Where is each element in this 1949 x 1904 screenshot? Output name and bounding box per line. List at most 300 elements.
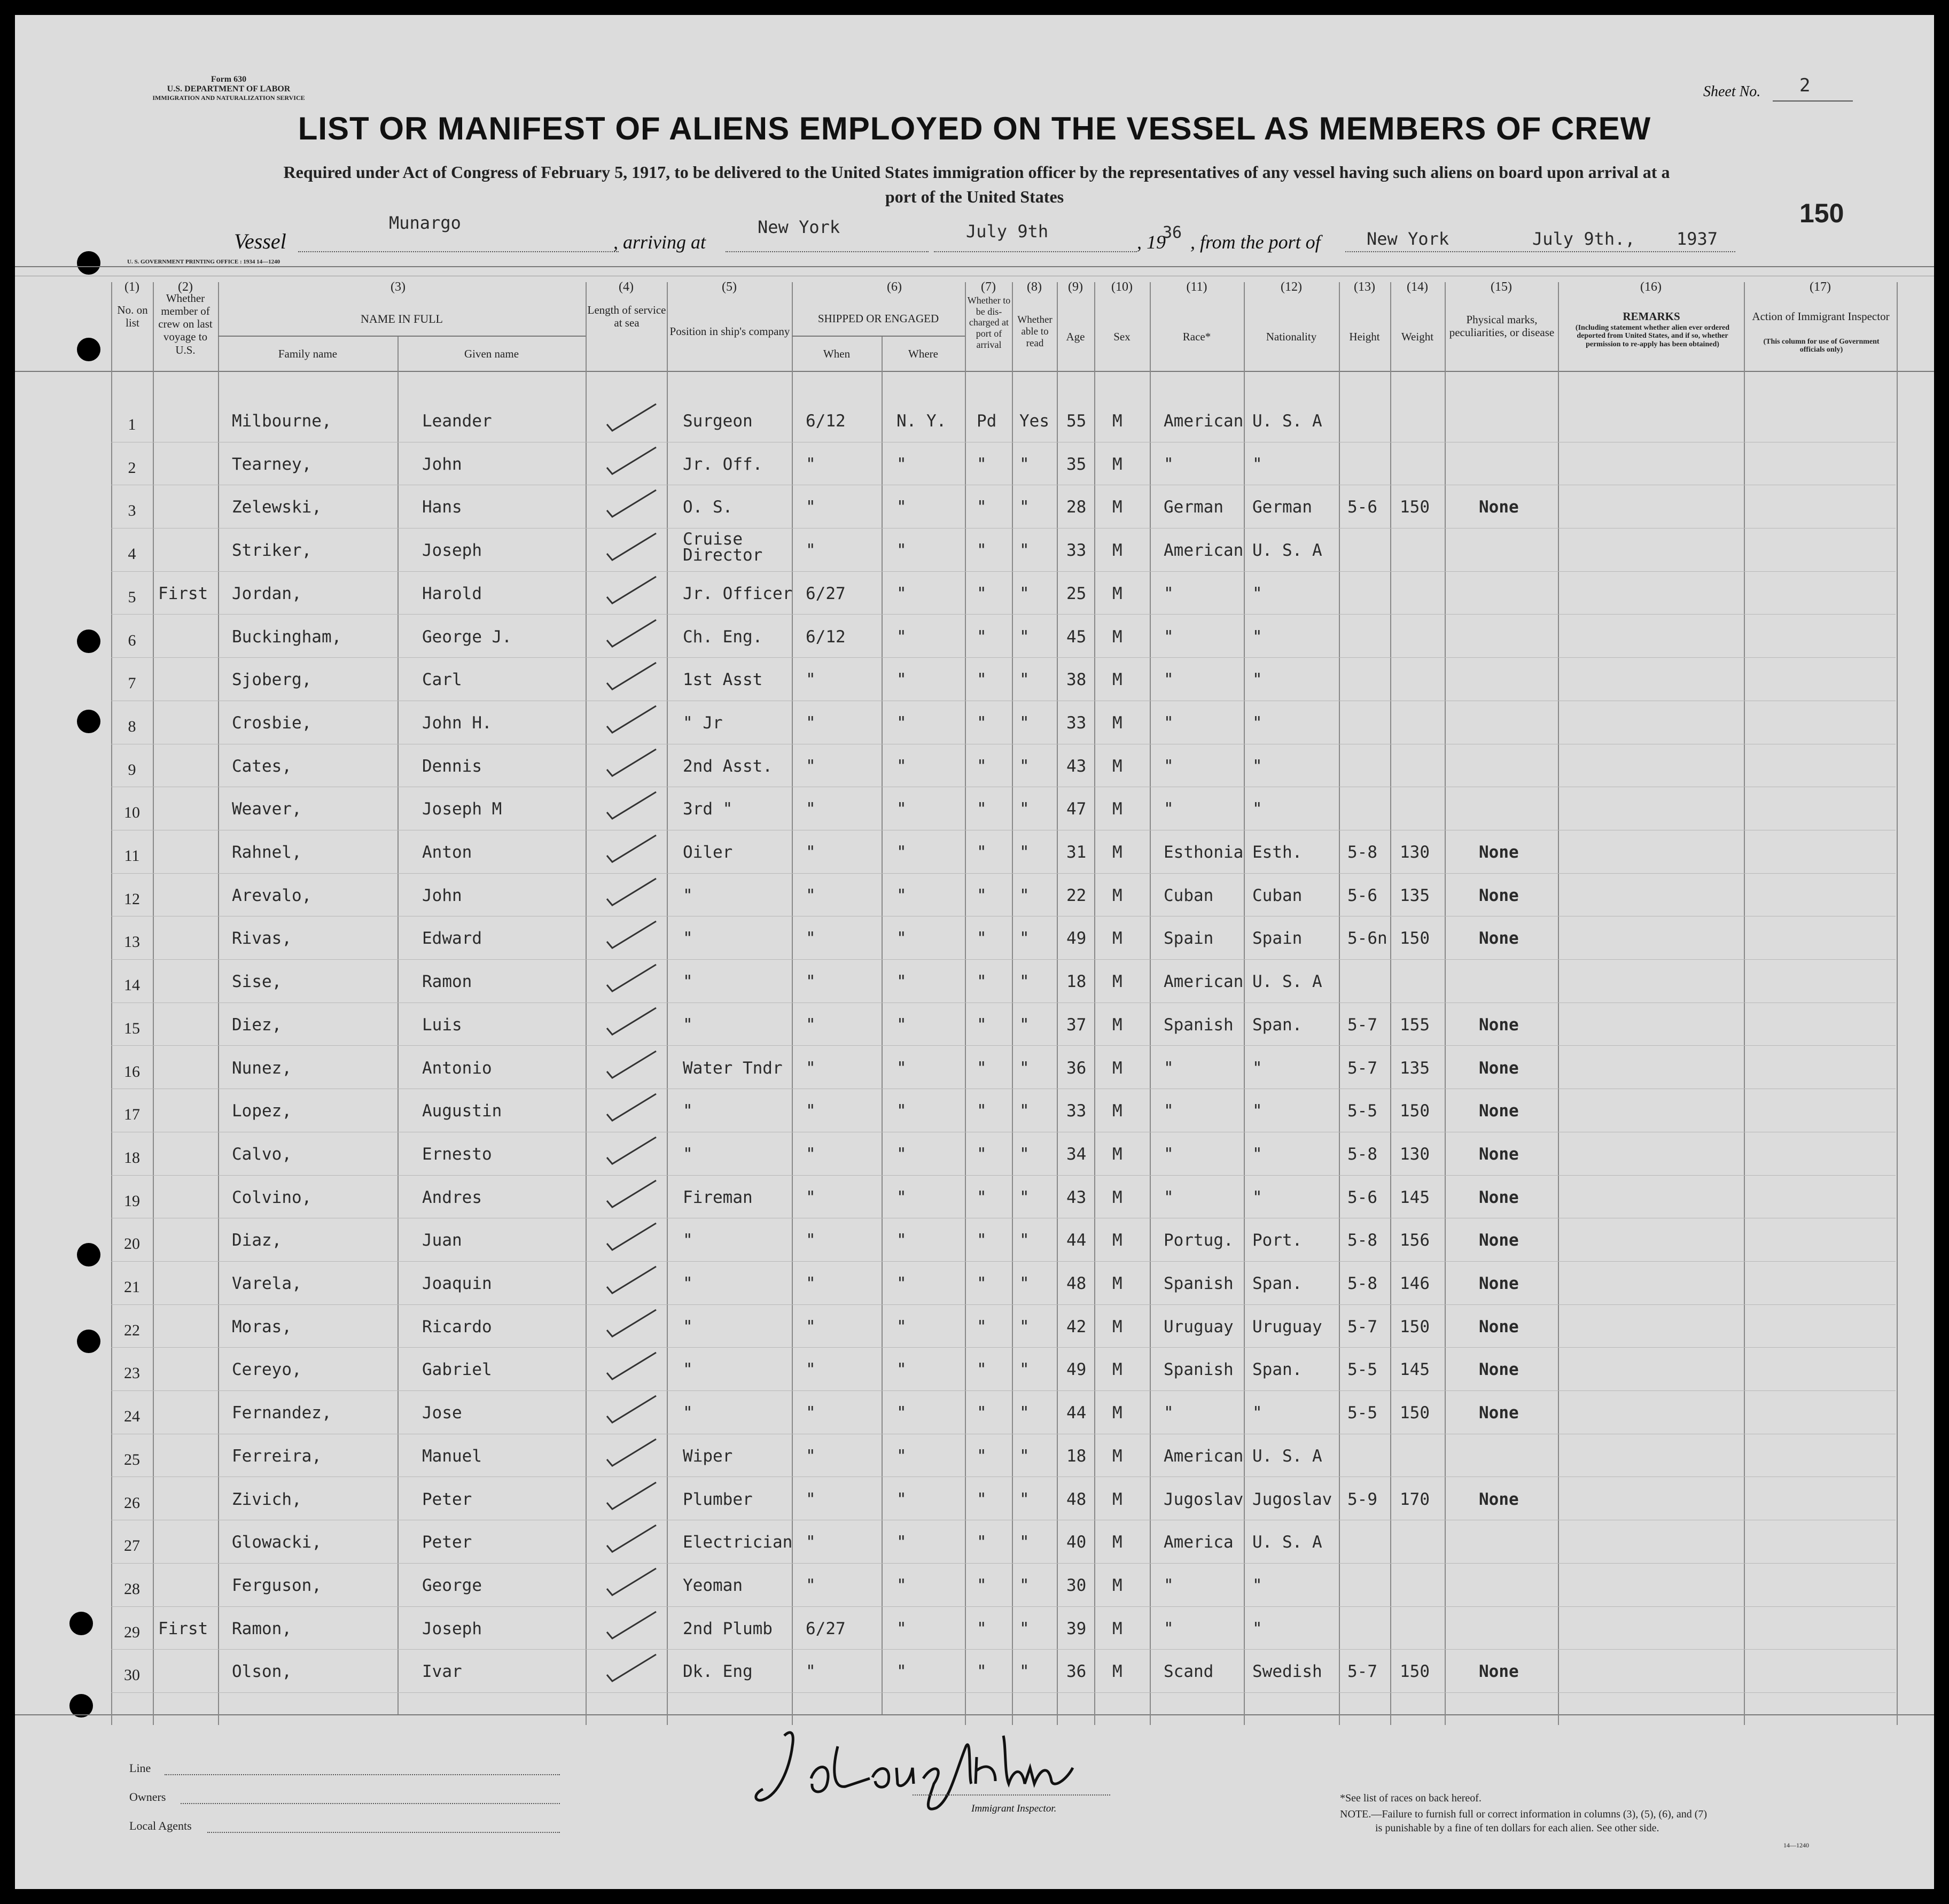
age-cell: 33: [1066, 541, 1087, 561]
race-cell: Spanish: [1164, 1015, 1234, 1035]
able-to-read-cell: ": [1019, 1144, 1030, 1164]
check-mark-icon: [603, 1305, 672, 1343]
row-number: 23: [124, 1364, 140, 1382]
able-to-read-cell: ": [1019, 885, 1030, 905]
table-row: [15, 1176, 1934, 1219]
family-name-cell: Rahnel,: [232, 843, 302, 862]
nationality-cell: ": [1252, 1403, 1262, 1423]
able-to-read-cell: ": [1019, 454, 1030, 474]
physical-marks-cell: None: [1479, 1274, 1519, 1293]
row-number: 19: [124, 1192, 140, 1210]
column-number: (13): [1354, 280, 1375, 294]
check-mark-icon: [603, 658, 672, 696]
punch-hole: [77, 338, 100, 361]
family-name-cell: Nunez,: [232, 1058, 292, 1078]
discharged-cell: ": [977, 1101, 987, 1121]
able-to-read-cell: ": [1019, 756, 1030, 776]
column-number: (5): [722, 280, 737, 294]
nationality-cell: ": [1252, 799, 1262, 819]
sex-cell: M: [1112, 885, 1122, 905]
height-cell: 5-5: [1347, 1360, 1377, 1380]
position-cell: Water Tndr: [683, 1058, 783, 1078]
able-to-read-cell: ": [1019, 1317, 1030, 1336]
check-mark-icon: [603, 745, 672, 782]
race-cell: Spanish: [1164, 1360, 1234, 1380]
able-to-read-cell: ": [1019, 713, 1030, 733]
nationality-cell: Spain: [1252, 929, 1303, 949]
nationality-cell: ": [1252, 1101, 1262, 1121]
row-number: 9: [128, 760, 136, 779]
position-cell: Jr. Off.: [683, 454, 763, 474]
family-name-cell: Ramon,: [232, 1619, 292, 1638]
prev-voyage-cell: First: [158, 584, 208, 603]
where-cell: ": [896, 1101, 907, 1121]
check-mark-icon: [603, 1521, 672, 1558]
discharged-cell: ": [977, 1575, 987, 1595]
weight-cell: 135: [1400, 885, 1430, 905]
where-cell: ": [896, 713, 907, 733]
given-name-cell: Peter: [422, 1489, 472, 1509]
nationality-cell: ": [1252, 454, 1262, 474]
family-name-cell: Buckingham,: [232, 627, 342, 647]
when-cell: ": [806, 972, 816, 992]
where-cell: ": [896, 1446, 907, 1466]
position-cell: ": [683, 1274, 693, 1293]
row-number: 3: [128, 502, 136, 520]
physical-marks-cell: None: [1479, 1101, 1519, 1121]
discharged-cell: ": [977, 1187, 987, 1207]
nationality-cell: Uruguay: [1252, 1317, 1322, 1336]
hdr-action: Action of Immigrant Inspector: [1752, 310, 1890, 323]
where-cell: ": [896, 670, 907, 690]
age-cell: 42: [1066, 1317, 1087, 1336]
family-name-cell: Colvino,: [232, 1187, 312, 1207]
check-mark-icon: [603, 1564, 672, 1602]
sex-cell: M: [1112, 1360, 1122, 1380]
table-row: [15, 1133, 1934, 1176]
race-cell: American: [1164, 541, 1244, 561]
inspector-signature: [752, 1714, 1094, 1816]
when-cell: 6/12: [806, 627, 846, 647]
sex-cell: M: [1112, 1533, 1122, 1552]
family-name-cell: Zivich,: [232, 1489, 302, 1509]
hdr-height: Height: [1349, 330, 1380, 343]
when-cell: 6/27: [806, 584, 846, 603]
given-name-cell: Joseph: [422, 541, 482, 561]
when-cell: ": [806, 1662, 816, 1682]
table-row: [15, 1262, 1934, 1305]
where-cell: ": [896, 1403, 907, 1423]
row-number: 16: [124, 1062, 140, 1081]
when-cell: ": [806, 799, 816, 819]
given-name-cell: Carl: [422, 670, 462, 690]
family-name-cell: Striker,: [232, 541, 312, 561]
row-number: 8: [128, 717, 136, 735]
race-cell: ": [1164, 1187, 1174, 1207]
where-cell: ": [896, 498, 907, 517]
table-row: [15, 658, 1934, 702]
row-rule: [111, 1347, 1896, 1348]
hdr-remarks-note: (Including statement whether alien ever ordered deported from United States, and if so, whether permission to re-apply has been obtained): [1575, 324, 1730, 348]
sex-cell: M: [1112, 541, 1122, 561]
check-mark-icon: [603, 1047, 672, 1084]
age-cell: 37: [1066, 1015, 1087, 1035]
race-cell: Uruguay: [1164, 1317, 1234, 1336]
check-mark-icon: [603, 1435, 672, 1472]
nationality-cell: Cuban: [1252, 885, 1303, 905]
when-cell: ": [806, 1274, 816, 1293]
printing-office: U. S. GOVERNMENT PRINTING OFFICE : 1934 14—1240: [127, 259, 280, 265]
table-row: [15, 1650, 1934, 1693]
given-name-cell: Ernesto: [422, 1144, 492, 1164]
position-cell: ": [683, 885, 693, 905]
race-cell: Jugoslav: [1164, 1489, 1244, 1509]
row-rule: [111, 1692, 1896, 1693]
age-cell: 22: [1066, 885, 1087, 905]
nationality-cell: U. S. A: [1252, 1533, 1322, 1552]
where-cell: ": [896, 541, 907, 561]
table-row: [15, 1305, 1934, 1349]
discharged-cell: ": [977, 1619, 987, 1638]
check-mark-icon: [603, 1478, 672, 1516]
discharged-cell: ": [977, 1533, 987, 1552]
table-row: [15, 486, 1934, 529]
weight-cell: 150: [1400, 498, 1430, 517]
able-to-read-cell: ": [1019, 1274, 1030, 1293]
sex-cell: M: [1112, 1489, 1122, 1509]
column-number: (7): [981, 280, 996, 294]
row-rule: [111, 873, 1896, 874]
nationality-cell: Span.: [1252, 1274, 1303, 1293]
sheet-label: Sheet No.: [1703, 83, 1761, 100]
hdr-race: Race*: [1182, 330, 1211, 343]
position-cell: ": [683, 1317, 693, 1336]
form-id-block: [138, 75, 319, 102]
table-row: [15, 1435, 1934, 1478]
position-cell: ": [683, 929, 693, 949]
sheet-number: 2: [1799, 75, 1811, 96]
race-cell: American: [1164, 411, 1244, 431]
family-name-cell: Cereyo,: [232, 1360, 302, 1380]
given-name-cell: Manuel: [422, 1446, 482, 1466]
arriving-port: New York: [758, 217, 840, 237]
age-cell: 30: [1066, 1575, 1087, 1595]
row-number: 27: [124, 1537, 140, 1555]
hdr-shipped: SHIPPED OR ENGAGED: [817, 312, 939, 325]
discharged-cell: ": [977, 929, 987, 949]
family-name-cell: Fernandez,: [232, 1403, 332, 1423]
column-number: (15): [1491, 280, 1512, 294]
row-rule: [111, 614, 1896, 615]
column-number: (3): [391, 280, 406, 294]
row-rule: [111, 1175, 1896, 1176]
age-cell: 25: [1066, 584, 1087, 603]
discharged-cell: ": [977, 885, 987, 905]
age-cell: 36: [1066, 1058, 1087, 1078]
sex-cell: M: [1112, 1274, 1122, 1293]
when-cell: ": [806, 1187, 816, 1207]
arriving-label: , arriving at: [613, 231, 706, 253]
table-row: [15, 874, 1934, 918]
when-cell: ": [806, 1144, 816, 1164]
position-cell: Oiler: [683, 843, 733, 862]
when-cell: ": [806, 1575, 816, 1595]
physical-marks-cell: None: [1479, 1015, 1519, 1035]
sex-cell: M: [1112, 498, 1122, 517]
sex-cell: M: [1112, 972, 1122, 992]
check-mark-icon: [603, 1004, 672, 1041]
row-number: 30: [124, 1666, 140, 1684]
position-cell: ": [683, 1101, 693, 1121]
family-name-cell: Lopez,: [232, 1101, 292, 1121]
position-cell: 1st Asst: [683, 670, 763, 690]
able-to-read-cell: ": [1019, 1662, 1030, 1682]
stamp-number: 150: [1799, 198, 1844, 228]
able-to-read-cell: Yes: [1019, 411, 1049, 431]
discharged-cell: ": [977, 1058, 987, 1078]
where-cell: ": [896, 1533, 907, 1552]
given-name-cell: Peter: [422, 1533, 472, 1552]
race-cell: American: [1164, 1446, 1244, 1466]
race-cell: German: [1164, 498, 1223, 517]
where-cell: ": [896, 1360, 907, 1380]
family-name-cell: Sise,: [232, 972, 282, 992]
given-name-cell: John: [422, 885, 462, 905]
physical-marks-cell: None: [1479, 1317, 1519, 1336]
sex-cell: M: [1112, 1101, 1122, 1121]
row-number: 18: [124, 1148, 140, 1167]
age-cell: 33: [1066, 713, 1087, 733]
footer-line-rule: [165, 1774, 560, 1775]
arriving-underline: [726, 251, 929, 252]
hdr-whether-member: Whether member of crew on last voyage to U.S.: [158, 292, 213, 356]
subtitle-line-1: Required under Act of Congress of February 5, 1917, to be delivered to the United States immigration officer by the representatives of any vessel having such aliens on board upon arrival at a: [283, 162, 1670, 182]
able-to-read-cell: ": [1019, 541, 1030, 561]
row-number: 22: [124, 1321, 140, 1339]
given-name-cell: Leander: [422, 411, 492, 431]
column-number: (9): [1068, 280, 1083, 294]
check-mark-icon: [603, 486, 672, 523]
name-subheader-rule: [218, 336, 586, 337]
column-number: (2): [178, 280, 193, 294]
physical-marks-cell: None: [1479, 1058, 1519, 1078]
where-cell: ": [896, 885, 907, 905]
given-name-cell: Joseph M: [422, 799, 502, 819]
column-number: (16): [1640, 280, 1662, 294]
hdr-family-name: Family name: [278, 347, 338, 360]
given-name-cell: Jose: [422, 1403, 462, 1423]
able-to-read-cell: ": [1019, 972, 1030, 992]
where-cell: ": [896, 799, 907, 819]
from-date: July 9th.,: [1532, 229, 1635, 249]
able-to-read-cell: ": [1019, 799, 1030, 819]
race-cell: ": [1164, 1403, 1174, 1423]
position-cell: 3rd ": [683, 799, 733, 819]
row-number: 26: [124, 1494, 140, 1512]
sex-cell: M: [1112, 1144, 1122, 1164]
age-cell: 49: [1066, 1360, 1087, 1380]
sex-cell: M: [1112, 1015, 1122, 1035]
nationality-cell: U. S. A: [1252, 541, 1322, 561]
age-cell: 34: [1066, 1144, 1087, 1164]
age-cell: 28: [1066, 498, 1087, 517]
where-cell: ": [896, 1317, 907, 1336]
age-cell: 48: [1066, 1489, 1087, 1509]
able-to-read-cell: ": [1019, 1015, 1030, 1035]
age-cell: 35: [1066, 454, 1087, 474]
given-name-cell: George: [422, 1575, 482, 1595]
row-number: 24: [124, 1408, 140, 1426]
check-mark-icon: [603, 529, 672, 566]
when-cell: ": [806, 1231, 816, 1250]
position-cell: ": [683, 1144, 693, 1164]
from-port-label: , from the port of: [1190, 231, 1321, 253]
when-cell: ": [806, 1489, 816, 1509]
age-cell: 36: [1066, 1662, 1087, 1682]
row-rule: [111, 1606, 1896, 1607]
weight-cell: 130: [1400, 1144, 1430, 1164]
table-row: [15, 529, 1934, 572]
row-rule: [111, 1045, 1896, 1046]
where-cell: ": [896, 1231, 907, 1250]
sex-cell: M: [1112, 454, 1122, 474]
discharged-cell: ": [977, 843, 987, 862]
table-row: [15, 1607, 1934, 1651]
row-number: 21: [124, 1278, 140, 1296]
where-cell: ": [896, 972, 907, 992]
physical-marks-cell: None: [1479, 1662, 1519, 1682]
family-name-cell: Glowacki,: [232, 1533, 322, 1552]
table-row: [15, 400, 1934, 443]
sex-cell: M: [1112, 1317, 1122, 1336]
table-row: [15, 831, 1934, 874]
row-number: 7: [128, 674, 136, 693]
weight-cell: 150: [1400, 1101, 1430, 1121]
sex-cell: M: [1112, 1187, 1122, 1207]
race-cell: Scand: [1164, 1662, 1214, 1682]
where-cell: ": [896, 1489, 907, 1509]
hdr-when: When: [823, 347, 851, 360]
able-to-read-cell: ": [1019, 1360, 1030, 1380]
row-rule: [111, 1304, 1896, 1305]
check-mark-icon: [603, 831, 672, 868]
able-to-read-cell: ": [1019, 929, 1030, 949]
physical-marks-cell: None: [1479, 885, 1519, 905]
form-code: 14—1240: [1783, 1841, 1809, 1849]
family-name-cell: Cates,: [232, 756, 292, 776]
nationality-cell: U. S. A: [1252, 1446, 1322, 1466]
given-name-cell: Joaquin: [422, 1274, 492, 1293]
age-cell: 40: [1066, 1533, 1087, 1552]
family-name-cell: Ferreira,: [232, 1446, 322, 1466]
when-cell: ": [806, 1015, 816, 1035]
when-cell: ": [806, 1533, 816, 1552]
row-number: 17: [124, 1106, 140, 1124]
document-title: LIST OR MANIFEST OF ALIENS EMPLOYED ON THE VESSEL AS MEMBERS OF CREW: [298, 111, 1651, 146]
weight-cell: 145: [1400, 1187, 1430, 1207]
nationality-cell: ": [1252, 1144, 1262, 1164]
discharged-cell: ": [977, 1446, 987, 1466]
column-number: (6): [887, 280, 902, 294]
discharged-cell: ": [977, 1662, 987, 1682]
able-to-read-cell: ": [1019, 1403, 1030, 1423]
row-number: 4: [128, 545, 136, 563]
discharged-cell: ": [977, 454, 987, 474]
row-number: 6: [128, 631, 136, 649]
table-row: [15, 572, 1934, 616]
column-number: (4): [619, 280, 634, 294]
hdr-age: Age: [1066, 330, 1085, 343]
table-row: [15, 443, 1934, 486]
position-cell: Surgeon: [683, 411, 753, 431]
failure-note: NOTE.—Failure to furnish full or correct information in columns (3), (5), (6), and (7): [1340, 1808, 1708, 1820]
sex-cell: M: [1112, 713, 1122, 733]
check-mark-icon: [603, 1219, 672, 1256]
hdr-discharged: Whether to be dis-charged at port of arrival: [967, 295, 1011, 350]
race-cell: Portug.: [1164, 1231, 1234, 1250]
when-cell: ": [806, 541, 816, 561]
hdr-given-name: Given name: [464, 347, 519, 360]
given-name-cell: Luis: [422, 1015, 462, 1035]
age-cell: 18: [1066, 1446, 1087, 1466]
discharged-cell: ": [977, 1274, 987, 1293]
table-row: [15, 960, 1934, 1004]
row-rule: [111, 528, 1896, 529]
age-cell: 39: [1066, 1619, 1087, 1638]
discharged-cell: ": [977, 756, 987, 776]
row-number: 14: [124, 976, 140, 994]
when-cell: ": [806, 1360, 816, 1380]
position-cell: 2nd Plumb: [683, 1619, 773, 1638]
row-number: 12: [124, 890, 140, 908]
column-number: (14): [1407, 280, 1428, 294]
vessel-label: Vessel: [234, 229, 286, 253]
footer-agents-rule: [207, 1832, 560, 1833]
vessel-underline: [298, 251, 619, 252]
able-to-read-cell: ": [1019, 1187, 1030, 1207]
race-cell: ": [1164, 670, 1174, 690]
row-number: 29: [124, 1623, 140, 1641]
position-cell: Cruise Director: [683, 530, 763, 565]
able-to-read-cell: ": [1019, 498, 1030, 517]
arrival-date: July 9th: [966, 221, 1049, 242]
sex-cell: M: [1112, 411, 1122, 431]
where-cell: N. Y.: [896, 411, 947, 431]
nationality-cell: ": [1252, 1058, 1262, 1078]
given-name-cell: Juan: [422, 1231, 462, 1250]
given-name-cell: George J.: [422, 627, 512, 647]
where-cell: ": [896, 1619, 907, 1638]
where-cell: ": [896, 1144, 907, 1164]
height-cell: 5-6: [1347, 498, 1377, 517]
age-cell: 18: [1066, 972, 1087, 992]
row-number: 5: [128, 588, 136, 606]
family-name-cell: Weaver,: [232, 799, 302, 819]
table-row: [15, 745, 1934, 788]
discharged-cell: ": [977, 972, 987, 992]
footer-line-label: Line: [129, 1761, 151, 1775]
hdr-nationality: Nationality: [1266, 330, 1317, 343]
nationality-cell: Span.: [1252, 1015, 1303, 1035]
able-to-read-cell: ": [1019, 1446, 1030, 1466]
department: U.S. DEPARTMENT OF LABOR: [167, 84, 291, 94]
given-name-cell: Anton: [422, 843, 472, 862]
nationality-cell: Jugoslav: [1252, 1489, 1332, 1509]
family-name-cell: Jordan,: [232, 584, 302, 603]
family-name-cell: Rivas,: [232, 929, 292, 949]
hdr-action-note: (This column for use of Government officials only): [1763, 338, 1880, 354]
position-cell: ": [683, 1403, 693, 1423]
